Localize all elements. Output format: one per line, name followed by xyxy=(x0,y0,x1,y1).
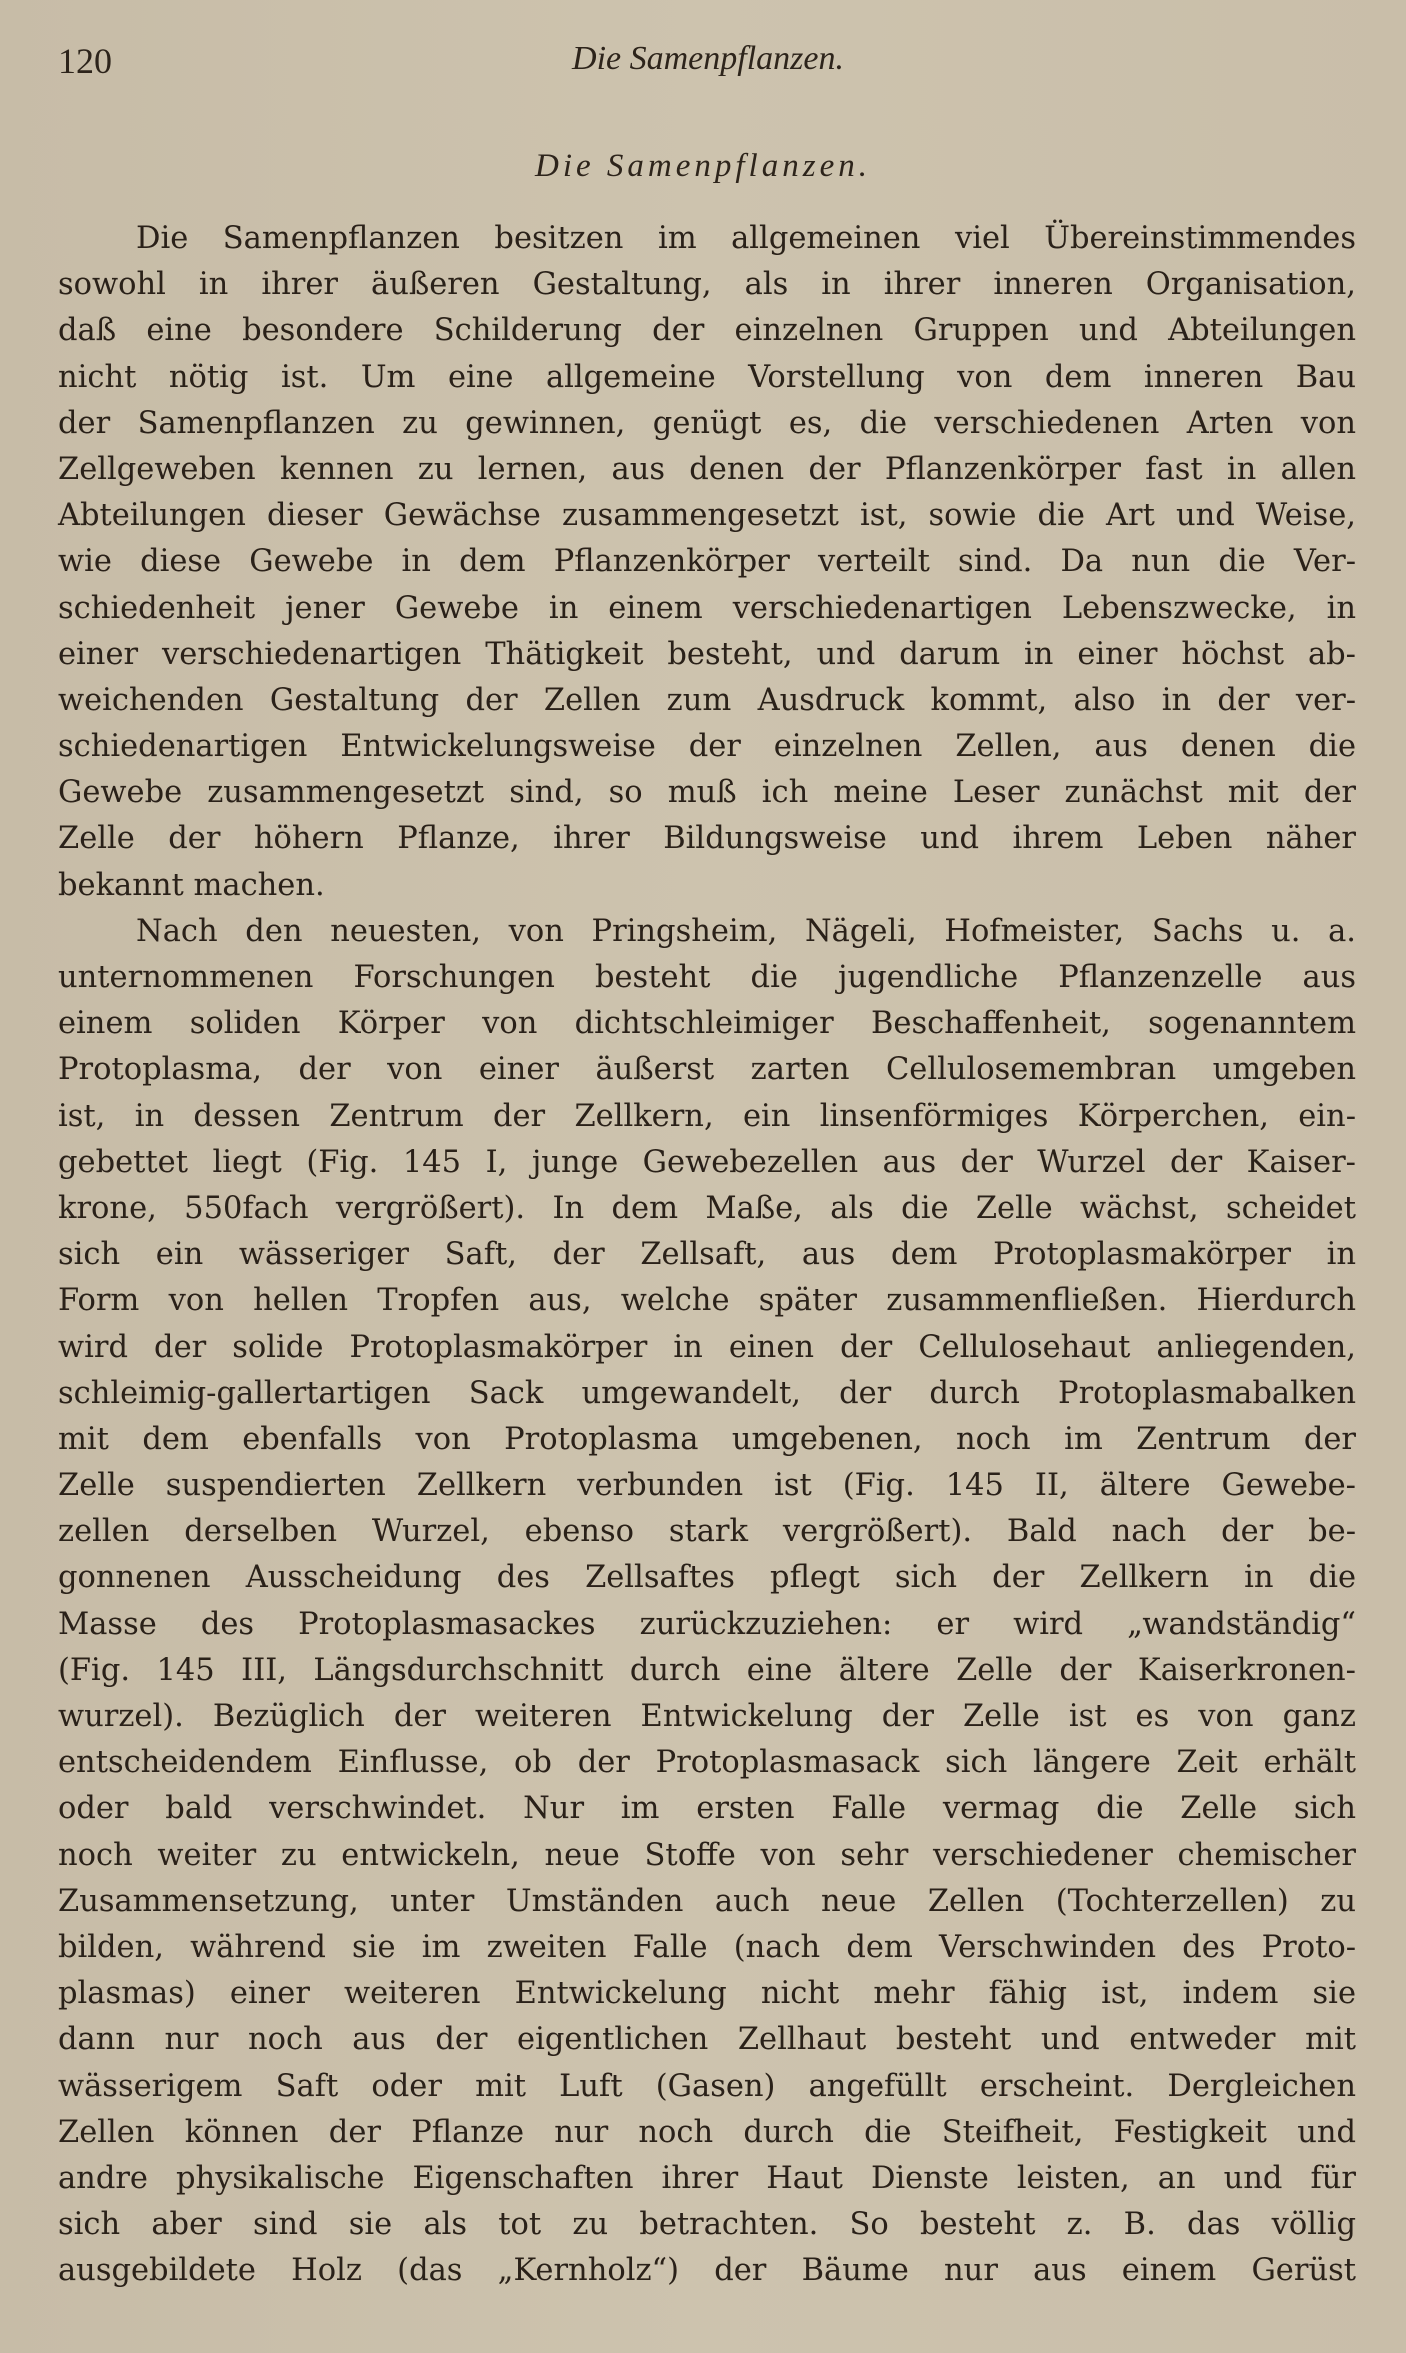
text-line: Zelle suspendierten Zellkern verbunden ist (Fig. 145 II, ältere Gewebe- xyxy=(58,1468,1356,1504)
text-line: zellen derselben Wurzel, ebenso stark vergrößert). Bald nach der be- xyxy=(58,1514,1356,1550)
text-line: mit dem ebenfalls von Protoplasma umgebenen, noch im Zentrum der xyxy=(58,1421,1356,1457)
section-title: Die Samenpflanzen. xyxy=(535,148,871,184)
text-line: weichenden Gestaltung der Zellen zum Ausdruck kommt, also in der ver- xyxy=(58,682,1356,718)
text-line: einem soliden Körper von dichtschleimiger Beschaffenheit, sogenanntem xyxy=(58,1006,1356,1042)
text-line: ausgebildete Holz (das „Kernholz“) der Bäume nur aus einem Gerüst xyxy=(58,2253,1356,2289)
text-line: daß eine besondere Schilderung der einzelnen Gruppen und Abteilungen xyxy=(58,313,1356,349)
page-number: 120 xyxy=(58,41,112,81)
text-line: Gewebe zusammengesetzt sind, so muß ich meine Leser zunächst mit der xyxy=(58,775,1356,811)
text-line: Zelle der höhern Pflanze, ihrer Bildungsweise und ihrem Leben näher xyxy=(58,821,1356,857)
text-line: (Fig. 145 III, Längsdurchschnitt durch eine ältere Zelle der Kaiserkronen- xyxy=(58,1652,1356,1688)
text-line: Zellen können der Pflanze nur noch durch die Steifheit, Festigkeit und xyxy=(58,2114,1356,2150)
text-line: schleimig-gallertartigen Sack umgewandelt, der durch Protoplasmabalken xyxy=(58,1375,1356,1411)
text-line: gebettet liegt (Fig. 145 I, junge Gewebezellen aus der Wurzel der Kaiser- xyxy=(58,1144,1356,1180)
running-head xyxy=(58,40,1358,90)
text-line: unternommenen Forschungen besteht die jugendliche Pflanzenzelle aus xyxy=(58,960,1356,995)
text-line: sowohl in ihrer äußeren Gestaltung, als in ihrer inneren Organisation, xyxy=(58,267,1356,303)
text-line: bilden, während sie im zweiten Falle (nach dem Verschwinden des Proto- xyxy=(58,1929,1356,1965)
text-line: einer verschiedenartigen Thätigkeit besteht, und darum in einer höchst ab- xyxy=(58,636,1356,672)
text-line: Zusammensetzung, unter Umständen auch neue Zellen (Tochterzellen) zu xyxy=(58,1883,1356,1919)
text-line: sich aber sind sie als tot zu betrachten. So besteht z. B. das völlig xyxy=(58,2207,1356,2243)
text-line: wie diese Gewebe in dem Pflanzenkörper verteilt sind. Da nun die Ver- xyxy=(58,544,1356,580)
text-line: dann nur noch aus der eigentlichen Zellhaut besteht und entweder mit xyxy=(58,2022,1356,2058)
text-line: Protoplasma, der von einer äußerst zarten Cellulosemembran umgeben xyxy=(58,1052,1356,1088)
text-line: der Samenpflanzen zu gewinnen, genügt es, die verschiedenen Arten von xyxy=(58,405,1356,441)
text-line: plasmas) einer weiteren Entwickelung nicht mehr fähig ist, indem sie xyxy=(58,1976,1356,2012)
text-line: wurzel). Bezüglich der weiteren Entwickelung der Zelle ist es von ganz xyxy=(58,1699,1356,1734)
text-line: entscheidendem Einflusse, ob der Protoplasmasack sich längere Zeit erhält xyxy=(58,1745,1356,1781)
text-line: ist, in dessen Zentrum der Zellkern, ein linsenförmiges Körperchen, ein- xyxy=(58,1098,1356,1134)
text-line: sich ein wässeriger Saft, der Zellsaft, aus dem Protoplasmakörper in xyxy=(58,1237,1356,1273)
text-line: wässerigem Saft oder mit Luft (Gasen) angefüllt erscheint. Dergleichen xyxy=(58,2068,1356,2104)
text-line: Nach den neuesten, von Pringsheim, Nägeli, Hofmeister, Sachs u. a. xyxy=(136,913,1356,949)
text-line: andre physikalische Eigenschaften ihrer Haut Dienste leisten, an und für xyxy=(58,2160,1356,2196)
body-text xyxy=(58,216,1356,2294)
text-line: Zellgeweben kennen zu lernen, aus denen der Pflanzenkörper fast in allen xyxy=(58,451,1356,487)
text-line: Form von hellen Tropfen aus, welche später zusammenfließen. Hierdurch xyxy=(58,1283,1356,1319)
text-line: schiedenartigen Entwickelungsweise der einzelnen Zellen, aus denen die xyxy=(58,729,1356,765)
text-line: wird der solide Protoplasmakörper in einen der Cellulosehaut anliegenden, xyxy=(58,1329,1356,1365)
text-line: Abteilungen dieser Gewächse zusammengesetzt ist, sowie die Art und Weise, xyxy=(58,498,1356,534)
text-line: Die Samenpflanzen besitzen im allgemeinen viel Übereinstimmendes xyxy=(136,221,1356,256)
text-line: nicht nötig ist. Um eine allgemeine Vorstellung von dem inneren Bau xyxy=(58,359,1356,395)
text-line: bekannt machen. xyxy=(58,867,325,903)
text-line: schiedenheit jener Gewebe in einem verschiedenartigen Lebenszwecke, in xyxy=(58,590,1356,626)
text-line: gonnenen Ausscheidung des Zellsaftes pflegt sich der Zellkern in die xyxy=(58,1560,1356,1596)
text-line: krone, 550fach vergrößert). In dem Maße, als die Zelle wächst, scheidet xyxy=(58,1190,1356,1226)
text-line: oder bald verschwindet. Nur im ersten Falle vermag die Zelle sich xyxy=(58,1791,1356,1827)
running-title: Die Samenpflanzen. xyxy=(572,40,844,77)
text-line: noch weiter zu entwickeln, neue Stoffe von sehr verschiedener chemischer xyxy=(58,1837,1356,1873)
text-line: Masse des Protoplasmasackes zurückzuziehen: er wird „wandständig“ xyxy=(58,1606,1356,1642)
